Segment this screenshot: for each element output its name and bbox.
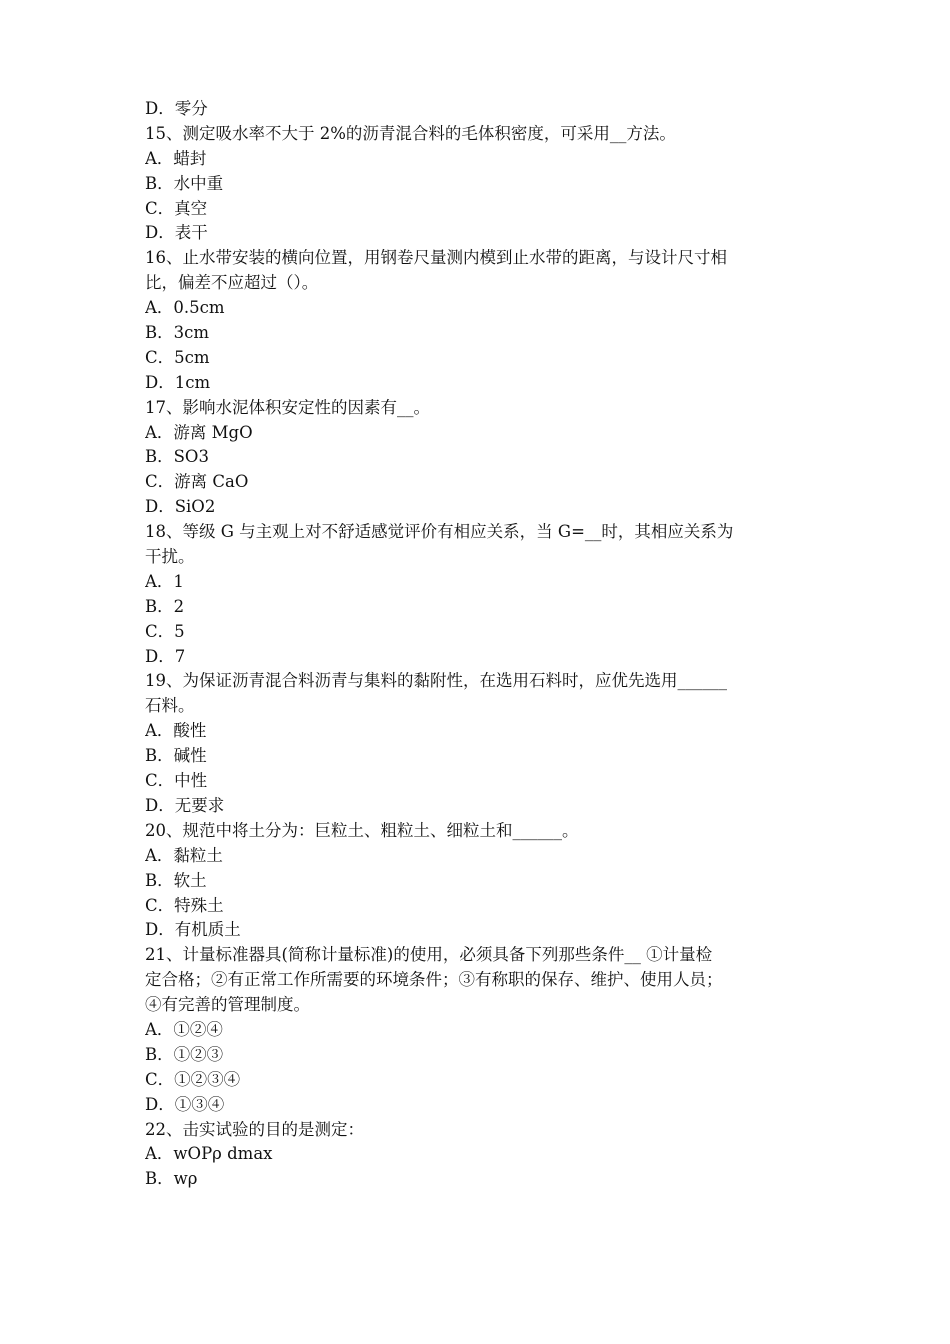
option-a-q17: A．游离 MgO	[145, 422, 253, 442]
option-d-q15: D．表干	[145, 223, 208, 243]
option-d-q20: D．有机质土	[145, 920, 241, 940]
option-c-q17: C．游离 CaO	[145, 472, 249, 492]
option-a-q21: A．①②④	[145, 1019, 223, 1039]
option-b-q20: B．软土	[145, 870, 207, 890]
option-b-q18: B．2	[145, 596, 185, 616]
option-b-q15: B．水中重	[145, 173, 224, 193]
option-a-q16: A．0.5cm	[145, 298, 225, 318]
option-a-q18: A．1	[145, 571, 184, 591]
question-list	[145, 97, 810, 1192]
option-d-q17: D．SiO2	[145, 497, 216, 517]
option-d-q16: D．1cm	[145, 372, 211, 392]
question-21-line-3: ④有完善的管理制度。	[145, 995, 310, 1015]
question-15: 15、测定吸水率不大于 2%的沥青混合料的毛体积密度，可采用__方法。	[145, 123, 676, 143]
question-16-line-2: 比，偏差不应超过（）。	[145, 273, 319, 293]
option-a-q20: A．黏粒土	[145, 845, 223, 865]
question-21-line-1: 21、计量标准器具(简称计量标准)的使用，必须具备下列那些条件__ ①计量检	[145, 945, 713, 965]
question-19-line-1: 19、为保证沥青混合料沥青与集料的黏附性，在选用石料时，应优先选用______	[145, 671, 727, 691]
option-c-q19: C．中性	[145, 771, 208, 791]
question-18-line-2: 干扰。	[145, 547, 195, 567]
question-21-line-2: 定合格；②有正常工作所需要的环境条件；③有称职的保存、维护、使用人员；	[145, 970, 723, 990]
option-d-q14: D．零分	[145, 99, 208, 118]
option-b-q16: B．3cm	[145, 323, 210, 343]
option-b-q22: B．wρ	[145, 1169, 198, 1189]
option-d-q19: D．无要求	[145, 795, 225, 815]
option-a-q15: A．蜡封	[145, 148, 207, 168]
option-c-q20: C．特殊土	[145, 895, 224, 915]
question-20: 20、规范中将土分为：巨粒土、粗粒土、细粒土和______。	[145, 820, 579, 840]
option-b-q17: B．SO3	[145, 447, 209, 467]
option-b-q21: B．①②③	[145, 1044, 224, 1064]
option-c-q21: C．①②③④	[145, 1069, 241, 1089]
question-19-line-2: 石料。	[145, 696, 195, 716]
option-a-q19: A．酸性	[145, 721, 207, 741]
option-c-q15: C．真空	[145, 198, 208, 218]
question-16-line-1: 16、止水带安装的横向位置，用钢卷尺量测内模到止水带的距离，与设计尺寸相	[145, 248, 727, 268]
option-a-q22: A．wOPρ dmax	[145, 1144, 273, 1164]
question-17: 17、影响水泥体积安定性的因素有__。	[145, 397, 430, 417]
option-b-q19: B．碱性	[145, 746, 207, 766]
option-c-q18: C．5	[145, 621, 185, 641]
question-22: 22、击实试验的目的是测定：	[145, 1119, 364, 1139]
question-18-line-1: 18、等级 G 与主观上对不舒适感觉评价有相应关系，当 G=__时，其相应关系为	[145, 522, 734, 542]
option-d-q21: D．①③④	[145, 1094, 225, 1114]
option-d-q18: D．7	[145, 646, 186, 666]
option-c-q16: C．5cm	[145, 347, 210, 367]
